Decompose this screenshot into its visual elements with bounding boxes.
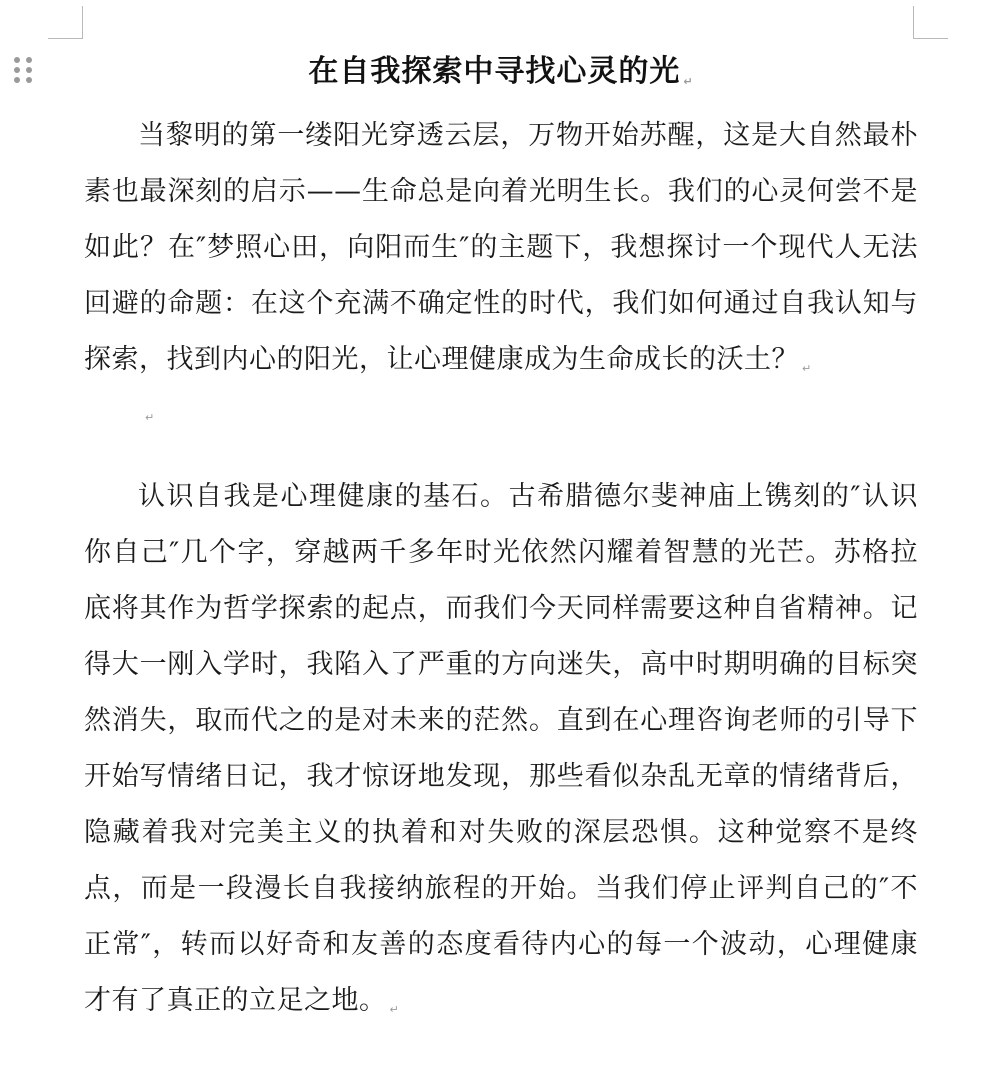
paragraph-1-text: 当黎明的第一缕阳光穿透云层，万物开始苏醒，这是大自然最朴素也最深刻的启示——生命总是向着光明生长。我们的心灵何尝不是如此？在″梦照心田，向阳而生″的主题下，我想探讨一个现代人无法回避的命题：在这个充满不确定性的时代，我们如何通过自我认知与探索，找到内心的阳光，让心理健康成为生命成长的沃土？ (84, 120, 918, 375)
paragraph-mark-icon: ↵ (389, 1003, 400, 1016)
body-paragraph-2[interactable] (84, 469, 918, 1029)
paragraph-2-text: 认识自我是心理健康的基石。古希腊德尔斐神庙上镌刻的″认识你自己″几个字，穿越两千多年时光依然闪耀着智慧的光芒。苏格拉底将其作为哲学探索的起点，而我们今天同样需要这种自省精神。记得大一刚入学时，我陷入了严重的方向迷失，高中时期明确的目标突然消失，取而代之的是对未来的茫然。直到在心理咨询老师的引导下开始写情绪日记，我才惊讶地发现，那些看似杂乱无章的情绪背后，隐藏着我对完美主义的执着和对失败的深层恐惧。这种觉察不是终点，而是一段漫长自我接纳旅程的开始。当我们停止评判自己的″不正常″，转而以好奇和友善的态度看待内心的每一个波动，心理健康才有了真正的立足之地。 (84, 481, 918, 1016)
paragraph-mark-icon: ↵ (683, 75, 694, 88)
document-page[interactable] (84, 44, 918, 1029)
document-title-text: 在自我探索中寻找心灵的光 (308, 54, 681, 89)
empty-paragraph[interactable] (84, 388, 918, 444)
drag-handle-icon[interactable] (14, 57, 34, 85)
drag-dot (26, 67, 32, 73)
crop-mark-top-right-icon (913, 6, 948, 39)
paragraph-mark-icon: ↵ (802, 362, 812, 375)
drag-dot (26, 57, 32, 63)
body-paragraph-1[interactable] (84, 108, 918, 388)
drag-dot (14, 57, 20, 63)
document-title[interactable] (84, 44, 918, 100)
drag-dot (26, 77, 32, 83)
paragraph-mark-icon: ↵ (145, 411, 155, 424)
drag-dot (14, 67, 20, 73)
crop-mark-top-left-icon (48, 6, 83, 39)
drag-dot (14, 77, 20, 83)
